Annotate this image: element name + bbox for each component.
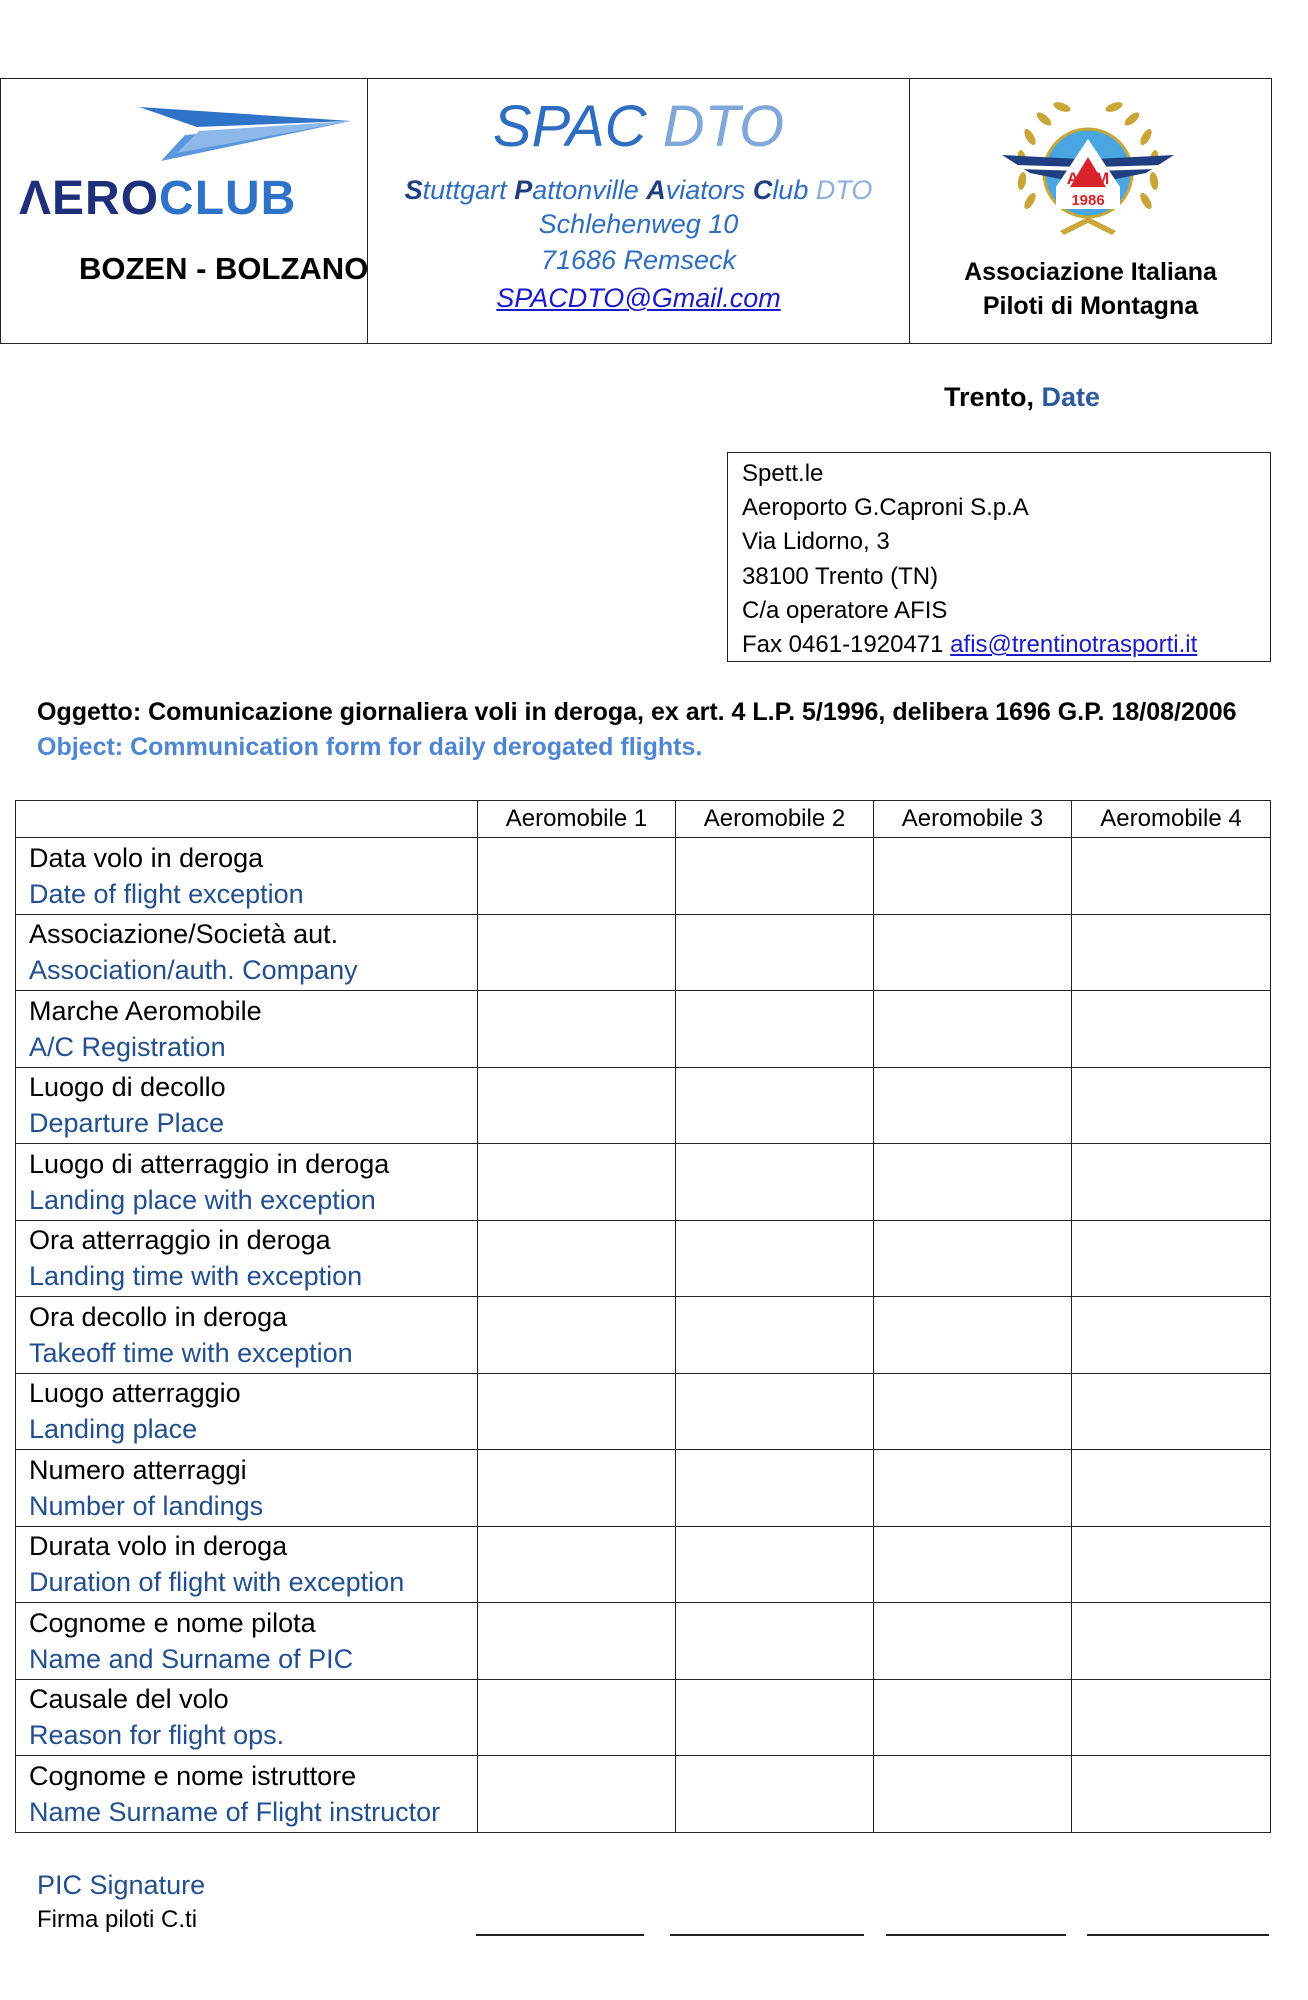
date-field[interactable]: Date <box>1041 382 1101 412</box>
entry-cell[interactable] <box>1072 1679 1271 1756</box>
entry-cell[interactable] <box>1072 1144 1271 1221</box>
subject-english: Object: Communication form for daily derogated flights. <box>37 733 703 761</box>
row-label-english: Landing place with exception <box>29 1184 376 1215</box>
aeroclub-logo: ΛEROCLUB <box>19 172 297 225</box>
entry-cell[interactable] <box>478 1144 676 1221</box>
table-row <box>16 1679 1271 1756</box>
entry-cell[interactable] <box>478 1603 676 1680</box>
svg-text:1986: 1986 <box>1071 192 1105 209</box>
entry-cell[interactable] <box>1072 1373 1271 1450</box>
entry-cell[interactable] <box>874 1679 1072 1756</box>
row-label-italian: Data volo in deroga <box>29 842 264 873</box>
entry-cell[interactable] <box>1072 838 1271 915</box>
table-row <box>16 1450 1271 1527</box>
entry-cell[interactable] <box>478 1220 676 1297</box>
table-row <box>16 1297 1271 1374</box>
entry-cell[interactable] <box>874 1220 1072 1297</box>
entry-cell[interactable] <box>478 914 676 991</box>
aeroclub-wing-logo <box>137 105 351 163</box>
entry-cell[interactable] <box>676 1450 874 1527</box>
row-label-italian: Cognome e nome pilota <box>29 1607 316 1638</box>
table-row <box>16 914 1271 991</box>
row-label-italian: Causale del volo <box>29 1684 229 1715</box>
entry-cell[interactable] <box>1072 991 1271 1068</box>
entry-cell[interactable] <box>676 838 874 915</box>
table-header-row <box>16 801 1271 838</box>
entry-cell[interactable] <box>676 1144 874 1221</box>
row-label-english: Departure Place <box>29 1108 225 1139</box>
entry-cell[interactable] <box>478 838 676 915</box>
entry-cell[interactable] <box>676 1220 874 1297</box>
table-row <box>16 1603 1271 1680</box>
entry-cell[interactable] <box>478 991 676 1068</box>
afis-email-link[interactable]: afis@trentinotrasporti.it <box>950 631 1198 659</box>
row-label-english: Landing place <box>29 1414 198 1445</box>
row-label-english: Date of flight exception <box>29 878 304 909</box>
row-label-english: A/C Registration <box>29 1031 226 1062</box>
entry-cell[interactable] <box>1072 1450 1271 1527</box>
row-label-italian: Ora decollo in deroga <box>29 1301 288 1332</box>
subject-italian: Oggetto: Comunicazione giornaliera voli in deroga, ex art. 4 L.P. 5/1996, delibera 1696 G.P. 18/08/2006 <box>37 698 1237 726</box>
column-header: Aeromobile 1 <box>478 801 676 838</box>
entry-cell[interactable] <box>874 1756 1072 1833</box>
spac-dto-title: SPAC DTO <box>492 94 785 159</box>
entry-cell[interactable] <box>478 1067 676 1144</box>
row-label <box>16 991 478 1068</box>
row-label-english: Takeoff time with exception <box>29 1337 353 1368</box>
row-label-italian: Luogo di atterraggio in deroga <box>29 1148 390 1179</box>
address-line: C/a operatore AFIS <box>742 596 948 624</box>
row-label-italian: Ora atterraggio in deroga <box>29 1225 331 1256</box>
entry-cell[interactable] <box>676 914 874 991</box>
signature-line-1[interactable] <box>476 1934 644 1936</box>
spac-dto-cell <box>368 79 910 343</box>
entry-cell[interactable] <box>676 1603 874 1680</box>
row-label-english: Number of landings <box>29 1490 264 1521</box>
entry-cell[interactable] <box>874 991 1072 1068</box>
entry-cell[interactable] <box>676 1756 874 1833</box>
entry-cell[interactable] <box>676 1067 874 1144</box>
entry-cell[interactable] <box>478 1450 676 1527</box>
entry-cell[interactable] <box>1072 1297 1271 1374</box>
row-label-italian: Marche Aeromobile <box>29 995 262 1026</box>
entry-cell[interactable] <box>874 914 1072 991</box>
address-fax-line: Fax 0461-1920471 afis@trentinotrasporti.it <box>742 631 1198 659</box>
row-label-italian: Cognome e nome istruttore <box>29 1760 357 1791</box>
column-header: Aeromobile 3 <box>874 801 1072 838</box>
address-line: 38100 Trento (TN) <box>742 562 939 590</box>
flight-exception-table <box>15 800 1271 1833</box>
row-label <box>16 1067 478 1144</box>
entry-cell[interactable] <box>874 1450 1072 1527</box>
place-date: Trento, Date <box>944 382 1101 412</box>
address-line: Via Lidorno, 3 <box>742 528 890 556</box>
spac-city: 71686 Remseck <box>540 245 737 275</box>
row-label <box>16 1373 478 1450</box>
entry-cell[interactable] <box>676 1297 874 1374</box>
table-row <box>16 1144 1271 1221</box>
entry-cell[interactable] <box>1072 1603 1271 1680</box>
address-line: Aeroporto G.Caproni S.p.A <box>742 494 1029 522</box>
row-label <box>16 1220 478 1297</box>
entry-cell[interactable] <box>874 1297 1072 1374</box>
spac-street: Schlehenweg 10 <box>538 209 739 239</box>
aeroclub-cell <box>1 79 368 343</box>
entry-cell[interactable] <box>874 1603 1072 1680</box>
entry-cell[interactable] <box>874 1373 1072 1450</box>
svg-text:AIPM: AIPM <box>1066 169 1110 188</box>
aipm-emblem-icon <box>1000 91 1176 241</box>
aeroclub-city: BOZEN - BOLZANO <box>79 251 369 286</box>
entry-cell[interactable] <box>1072 1756 1271 1833</box>
entry-cell[interactable] <box>1072 1220 1271 1297</box>
spac-full-name: Stuttgart Pattonville Aviators Club DTO <box>404 175 873 205</box>
recipient-address <box>727 452 1271 662</box>
table-row <box>16 1756 1271 1833</box>
aipm-name: Associazione Italiana Piloti di Montagna <box>964 258 1217 320</box>
entry-cell[interactable] <box>676 1373 874 1450</box>
row-label <box>16 914 478 991</box>
entry-cell[interactable] <box>478 1756 676 1833</box>
aipm-cell <box>910 79 1271 343</box>
row-label <box>16 1450 478 1527</box>
address-line: Spett.le <box>742 460 824 487</box>
signature-label-italian: Firma piloti C.ti <box>37 1906 198 1933</box>
row-label-italian: Luogo di decollo <box>29 1072 226 1103</box>
table-row <box>16 1526 1271 1603</box>
row-label-italian: Numero atterraggi <box>29 1454 247 1485</box>
row-label <box>16 1756 478 1833</box>
entry-cell[interactable] <box>676 991 874 1068</box>
table-row <box>16 1373 1271 1450</box>
spac-email-link[interactable]: SPACDTO@Gmail.com <box>496 283 781 313</box>
row-label-italian: Luogo atterraggio <box>29 1378 241 1409</box>
row-label-italian: Durata volo in deroga <box>29 1531 288 1562</box>
row-label-english: Duration of flight with exception <box>29 1567 405 1598</box>
table-row <box>16 1220 1271 1297</box>
signature-line-3[interactable] <box>886 1934 1066 1936</box>
table-row <box>16 838 1271 915</box>
signature-line-2[interactable] <box>670 1934 864 1936</box>
entry-cell[interactable] <box>1072 914 1271 991</box>
entry-cell[interactable] <box>478 1373 676 1450</box>
letterhead <box>0 78 1272 344</box>
table-row <box>16 1067 1271 1144</box>
entry-cell[interactable] <box>874 838 1072 915</box>
row-label-italian: Associazione/Società aut. <box>29 919 339 950</box>
entry-cell[interactable] <box>1072 1526 1271 1603</box>
row-label <box>16 1603 478 1680</box>
entry-cell[interactable] <box>1072 1067 1271 1144</box>
signature-label-english: PIC Signature <box>37 1870 206 1900</box>
row-label <box>16 1679 478 1756</box>
row-label-english: Reason for flight ops. <box>29 1720 285 1751</box>
entry-cell[interactable] <box>676 1679 874 1756</box>
row-label <box>16 1144 478 1221</box>
row-label-english: Landing time with exception <box>29 1261 363 1292</box>
entry-cell[interactable] <box>874 1067 1072 1144</box>
row-label-english: Association/auth. Company <box>29 955 358 986</box>
row-label <box>16 838 478 915</box>
table-row <box>16 991 1271 1068</box>
header-empty-cell <box>16 801 478 838</box>
entry-cell[interactable] <box>874 1526 1072 1603</box>
entry-cell[interactable] <box>478 1297 676 1374</box>
row-label-english: Name and Surname of PIC <box>29 1643 354 1674</box>
entry-cell[interactable] <box>874 1144 1072 1221</box>
entry-cell[interactable] <box>478 1679 676 1756</box>
column-header: Aeromobile 4 <box>1072 801 1271 838</box>
row-label-english: Name Surname of Flight instructor <box>29 1796 441 1827</box>
entry-cell[interactable] <box>676 1526 874 1603</box>
row-label <box>16 1526 478 1603</box>
row-label <box>16 1297 478 1374</box>
entry-cell[interactable] <box>478 1526 676 1603</box>
column-header: Aeromobile 2 <box>676 801 874 838</box>
signature-line-4[interactable] <box>1087 1934 1269 1936</box>
